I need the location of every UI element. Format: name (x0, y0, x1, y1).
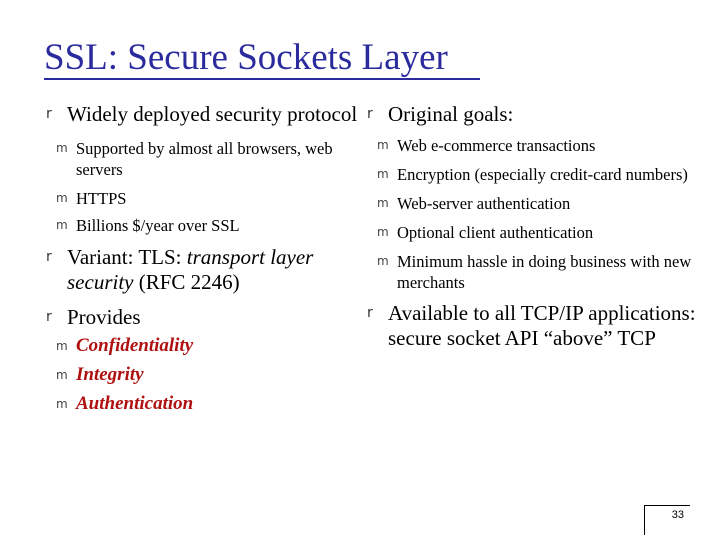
sub-bullet-text: HTTPS (76, 189, 127, 208)
sub-list (46, 334, 364, 416)
sub-bullet-marker: m (56, 218, 68, 232)
sub-bullet (46, 215, 364, 236)
sub-bullet-marker: m (56, 397, 68, 411)
slide-title: SSL: Secure Sockets Layer (44, 37, 448, 78)
sub-bullet-text: Optional client authentication (397, 223, 594, 242)
bullet-text: Original goals: (388, 102, 514, 126)
sub-bullet (367, 251, 697, 293)
sub-bullet-text: Minimum hassle in doing business with new merchants (397, 252, 692, 292)
sub-bullet (46, 188, 364, 209)
sub-bullet (46, 138, 364, 180)
left-column (46, 102, 364, 421)
sub-bullet-text: Authentication (76, 393, 194, 414)
bullet-available (367, 301, 697, 351)
sub-bullet (367, 222, 697, 243)
title-underline (44, 78, 480, 80)
sub-bullet-marker: m (56, 191, 68, 205)
bullet-text-end: (RFC 2246) (133, 270, 240, 294)
sub-bullet-marker: m (377, 225, 389, 239)
bullet-marker: r (367, 305, 373, 321)
bullet-text: Widely deployed security protocol (67, 102, 358, 126)
sub-bullet-marker: m (377, 254, 389, 268)
sub-list (367, 135, 697, 293)
sub-bullet-text: Web-server authentication (397, 194, 571, 213)
bullet-original-goals (367, 102, 697, 127)
sub-bullet-text: Supported by almost all browsers, web servers (76, 139, 333, 179)
sub-bullet-emphasis (46, 334, 364, 358)
bullet-widely-deployed (46, 102, 364, 127)
sub-bullet-marker: m (377, 196, 389, 210)
bullet-marker: r (46, 249, 52, 265)
sub-bullet-text: Billions $/year over SSL (76, 216, 240, 235)
sub-list (46, 138, 364, 236)
sub-bullet-marker: m (56, 339, 68, 353)
sub-bullet-text: Web e-commerce transactions (397, 136, 596, 155)
sub-bullet (367, 135, 697, 156)
bullet-text: Available to all TCP/IP applications: secure socket API “above” TCP (388, 301, 696, 350)
bullet-tls-variant (46, 245, 364, 295)
sub-bullet-marker: m (56, 368, 68, 382)
bullet-marker: r (46, 309, 52, 325)
sub-bullet-emphasis (46, 392, 364, 416)
right-column (367, 102, 697, 351)
sub-bullet-text: Integrity (76, 364, 144, 385)
sub-bullet (367, 193, 697, 214)
bullet-text: Provides (67, 305, 141, 329)
sub-bullet-marker: m (377, 138, 389, 152)
bullet-marker: r (46, 106, 52, 122)
bullet-provides (46, 305, 364, 330)
sub-bullet-marker: m (377, 167, 389, 181)
bullet-marker: r (367, 106, 373, 122)
sub-bullet-text: Confidentiality (76, 335, 194, 356)
sub-bullet (367, 164, 697, 185)
sub-bullet-marker: m (56, 141, 68, 155)
page-number: 33 (644, 505, 690, 535)
bullet-text-italic: transport layer security (67, 245, 314, 294)
sub-bullet-text: Encryption (especially credit-card numbers) (397, 165, 688, 184)
sub-bullet-emphasis (46, 363, 364, 387)
bullet-text-start: Variant: TLS: (67, 245, 187, 269)
